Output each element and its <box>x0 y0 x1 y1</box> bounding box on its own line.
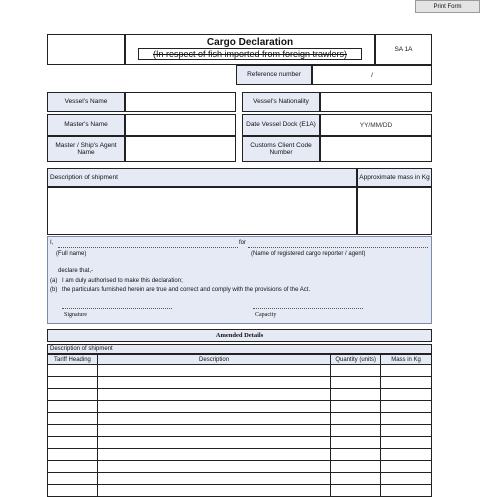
amended-description-label: Description of shipment <box>47 344 432 354</box>
vessel-nationality-label: Vessel's Nationality <box>242 92 320 112</box>
table-row <box>48 377 432 389</box>
quantity-cell[interactable] <box>331 485 381 497</box>
vessel-name-label: Vessel's Name <box>47 92 125 112</box>
form-code: SA 1A <box>375 34 432 65</box>
approx-mass-field[interactable] <box>357 187 432 235</box>
agent-name-field[interactable] <box>125 136 236 162</box>
client-code-field[interactable] <box>320 136 432 162</box>
tariff-heading-cell[interactable] <box>48 425 98 437</box>
table-row <box>48 485 432 497</box>
table-row <box>48 389 432 401</box>
description-cell[interactable] <box>97 389 330 401</box>
description-cell[interactable] <box>97 401 330 413</box>
table-row <box>48 413 432 425</box>
amended-table-header-row <box>48 355 432 365</box>
tariff-heading-cell[interactable] <box>48 401 98 413</box>
column-header-mass: Mass in Kg <box>381 355 432 365</box>
tariff-heading-cell[interactable] <box>48 473 98 485</box>
capacity-caption: Capacity <box>255 312 277 318</box>
table-row <box>48 365 432 377</box>
table-row <box>48 449 432 461</box>
date-docked-label: Date Vessel Dock (E1A) <box>242 114 320 136</box>
description-cell[interactable] <box>97 461 330 473</box>
signature-caption: Signature <box>64 312 87 318</box>
mass-cell[interactable] <box>381 401 432 413</box>
tariff-heading-cell[interactable] <box>48 365 98 377</box>
description-cell[interactable] <box>97 485 330 497</box>
reference-number-field[interactable]: / <box>312 65 432 85</box>
tariff-heading-cell[interactable] <box>48 389 98 401</box>
amended-table-body <box>48 365 432 497</box>
quantity-cell[interactable] <box>331 365 381 377</box>
description-cell[interactable] <box>97 413 330 425</box>
quantity-cell[interactable] <box>331 461 381 473</box>
table-row <box>48 401 432 413</box>
mass-cell[interactable] <box>381 485 432 497</box>
agent-name-label: Master / Ship's Agent Name <box>47 136 125 162</box>
quantity-cell[interactable] <box>331 413 381 425</box>
clause-a-text: I am duly authorised to make this declaration; <box>62 278 183 284</box>
quantity-cell[interactable] <box>331 449 381 461</box>
capacity-line[interactable] <box>253 308 363 309</box>
mass-cell[interactable] <box>381 377 432 389</box>
declaration-i-label: I, <box>50 240 54 246</box>
amended-details-table <box>47 354 432 497</box>
table-row <box>48 461 432 473</box>
clause-a-marker: (a) <box>50 278 58 284</box>
date-docked-field[interactable]: YY/MM/DD <box>320 114 432 136</box>
master-name-field[interactable] <box>125 114 236 136</box>
quantity-cell[interactable] <box>331 389 381 401</box>
tariff-heading-cell[interactable] <box>48 413 98 425</box>
description-cell[interactable] <box>97 473 330 485</box>
declaration-section <box>47 236 432 324</box>
clause-b-marker: (b) <box>50 287 58 293</box>
quantity-cell[interactable] <box>331 473 381 485</box>
reporter-caption: (Name of registered cargo reporter / agent) <box>251 251 366 257</box>
amended-details-header: Amended Details <box>47 329 432 342</box>
print-form-button[interactable]: Print Form <box>415 0 480 13</box>
quantity-cell[interactable] <box>331 425 381 437</box>
mass-cell[interactable] <box>381 365 432 377</box>
column-header-tariff: Tariff Heading <box>48 355 98 365</box>
master-name-label: Master's Name <box>47 114 125 136</box>
clause-b-text: the particulars furnished herein are true and correct and comply with the provisions of the Act. <box>62 287 311 293</box>
description-cell[interactable] <box>97 365 330 377</box>
full-name-caption: (Full name) <box>56 251 87 257</box>
reporter-name-line[interactable] <box>248 247 428 248</box>
quantity-cell[interactable] <box>331 401 381 413</box>
mass-cell[interactable] <box>381 389 432 401</box>
full-name-line[interactable] <box>58 247 238 248</box>
declare-text: declare that,- <box>58 268 94 274</box>
description-label: Description of shipment <box>47 168 357 187</box>
client-code-label: Customs Client Code Number <box>242 136 320 162</box>
mass-cell[interactable] <box>381 461 432 473</box>
description-cell[interactable] <box>97 377 330 389</box>
approx-mass-label: Approximate mass in Kg <box>357 168 432 187</box>
table-row <box>48 473 432 485</box>
description-cell[interactable] <box>97 449 330 461</box>
tariff-heading-cell[interactable] <box>48 461 98 473</box>
mass-cell[interactable] <box>381 473 432 485</box>
quantity-cell[interactable] <box>331 437 381 449</box>
vessel-nationality-field[interactable] <box>320 92 432 112</box>
form-title: Cargo Declaration <box>206 37 294 48</box>
table-row <box>48 425 432 437</box>
mass-cell[interactable] <box>381 425 432 437</box>
tariff-heading-cell[interactable] <box>48 377 98 389</box>
description-field[interactable] <box>47 187 357 235</box>
description-cell[interactable] <box>97 425 330 437</box>
mass-cell[interactable] <box>381 413 432 425</box>
tariff-heading-cell[interactable] <box>48 485 98 497</box>
tariff-heading-cell[interactable] <box>48 449 98 461</box>
column-header-quantity: Quantity (units) <box>331 355 381 365</box>
declaration-for-label: for <box>239 240 247 246</box>
description-cell[interactable] <box>97 437 330 449</box>
column-header-description: Description <box>97 355 330 365</box>
mass-cell[interactable] <box>381 449 432 461</box>
tariff-heading-cell[interactable] <box>48 437 98 449</box>
quantity-cell[interactable] <box>331 377 381 389</box>
title-left-cell <box>47 34 125 65</box>
reference-number-label: Reference number <box>236 65 312 85</box>
signature-line[interactable] <box>62 308 172 309</box>
table-row <box>48 437 432 449</box>
mass-cell[interactable] <box>381 437 432 449</box>
title-cell <box>125 34 375 65</box>
form-subtitle: (In respect of fish imported from foreign trawlers) <box>138 48 362 60</box>
vessel-name-field[interactable] <box>125 92 236 112</box>
